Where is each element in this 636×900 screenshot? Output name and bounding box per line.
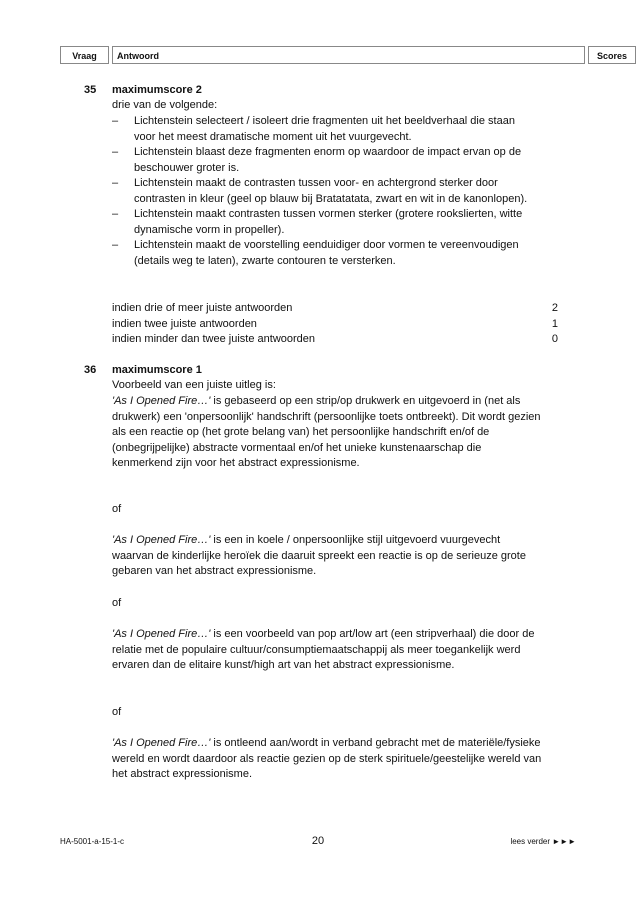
q36-answer-4 [112, 736, 542, 783]
dash-glyph: – [112, 239, 119, 251]
list-item [112, 176, 532, 207]
work-title: 'As I Opened Fire…' [112, 737, 211, 749]
work-title: 'As I Opened Fire…' [112, 628, 211, 640]
work-title: 'As I Opened Fire…' [112, 395, 211, 407]
dash-glyph: – [112, 146, 119, 158]
score-value: 0 [551, 333, 558, 345]
answer-text: is ontleend aan/wordt in verband gebracht met de materiële/fysieke wereld en wordt daardoor als reactie gezien op de sterk spirituele/geestelijke wereld van het abstract expressionisme. [112, 737, 542, 780]
q35-bullet-text: Lichtenstein selecteert / isoleert drie fragmenten uit het beeldverhaal die staan voor het meest dramatische moment uit het vuurgevecht. [134, 115, 515, 143]
q35-bullet-text: Lichtenstein maakt de contrasten tussen voor- en achtergrond sterker door contrasten in kleur (geel op blauw bij Bratatatata, zwart en wit in de kanonlopen). [134, 177, 528, 205]
q35-intro: drie van de volgende: [112, 99, 218, 111]
q36-answer-2 [112, 533, 542, 580]
question-number-35: 35 [84, 84, 97, 96]
score-label: indien twee juiste antwoorden [112, 318, 257, 330]
header-antwoord: Antwoord [112, 46, 585, 64]
q35-bullet-list [112, 114, 532, 269]
or-separator: of [112, 503, 122, 515]
lees-verder-link: lees verder ►►► [510, 837, 576, 846]
list-item [112, 238, 532, 269]
dash-glyph: – [112, 115, 119, 127]
dash-glyph: – [112, 177, 119, 189]
footer-code: HA-5001-a-15-1-c [60, 837, 125, 846]
header-vraag: Vraag [60, 46, 109, 64]
list-item [112, 114, 532, 145]
score-label: indien minder dan twee juiste antwoorden [112, 333, 316, 345]
list-item [112, 145, 532, 176]
list-item [112, 207, 532, 238]
q36-title: maximumscore 1 [112, 364, 202, 376]
answer-text: is een voorbeeld van pop art/low art (een stripverhaal) die door de relatie met de populaire cultuur/consumptiemaatschappij als meer toegankelijk werd ervaren dan de elitaire kunst/high art van het abstract expressionisme. [112, 628, 535, 671]
header-scores: Scores [588, 46, 636, 64]
q35-bullet-text: Lichtenstein maakt de voorstelling eenduidiger door vormen te vereenvoudigen (details weg te laten), zwarte contouren te versterken. [134, 239, 519, 267]
score-value: 2 [551, 302, 558, 314]
question-number-36: 36 [84, 364, 97, 376]
score-label: indien drie of meer juiste antwoorden [112, 302, 293, 314]
dash-glyph: – [112, 208, 119, 220]
score-value: 1 [551, 318, 558, 330]
q35-score-row [112, 332, 558, 348]
q35-bullet-text: Lichtenstein blaast deze fragmenten enorm op waardoor de impact ervan op de beschouwer groter is. [134, 146, 522, 174]
q36-intro: Voorbeeld van een juiste uitleg is: [112, 379, 276, 391]
header-row [60, 46, 628, 66]
q36-answer-3 [112, 627, 542, 674]
q35-score-row [112, 317, 558, 333]
q35-score-row [112, 301, 558, 317]
work-title: 'As I Opened Fire…' [112, 534, 211, 546]
q35-title: maximumscore 2 [112, 84, 202, 96]
answer-text: is gebaseerd op een strip/op drukwerk en uitgevoerd in (net als drukwerk) een 'onpersoonlijk' handschrift (persoonlijke toets ontbreekt). Dit wordt gezien als een reactie op (het grote belang van) het persoonlijke handschrift en/of de (onbegrijpelijke) abstracte vormentaal en/of het unieke kunstenaarschap die kenmerkend zijn voor het abstract expressionisme. [112, 395, 541, 469]
page-number: 20 [311, 835, 325, 847]
q35-bullet-text: Lichtenstein maakt contrasten tussen vormen sterker (grotere rookslierten, witte dynamische vorm in propeller). [134, 208, 523, 236]
q36-answer-1 [112, 394, 542, 472]
answer-text: is een in koele / onpersoonlijke stijl uitgevoerd vuurgevecht waarvan de kinderlijke heroïek die daaruit spreekt een reactie is op de serieuze grote gebaren van het abstract expressionisme. [112, 534, 526, 577]
or-separator: of [112, 706, 122, 718]
or-separator: of [112, 597, 122, 609]
